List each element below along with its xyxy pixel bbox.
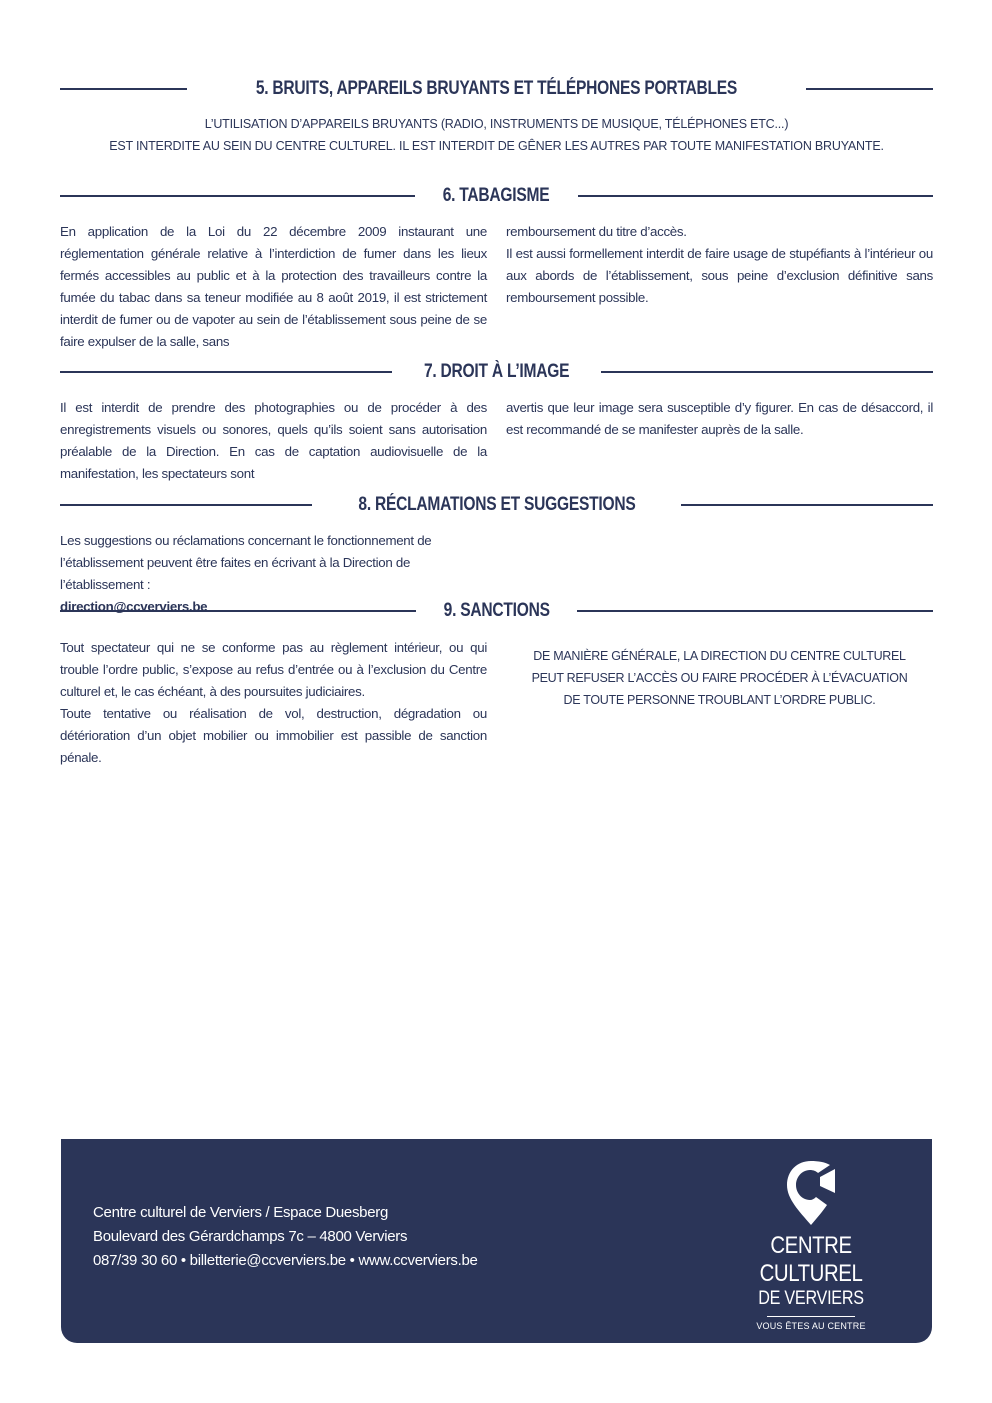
right-column-notice (506, 637, 933, 769)
section-title: 6. TABAGISME (443, 185, 550, 206)
body-line: EST INTERDITE AU SEIN DU CENTRE CULTUREL. IL EST INTERDIT DE GÊNER LES AUTRES PAR TOUTE MANIFESTATION BRUYANTE. (109, 139, 884, 153)
section-title: 9. SANCTIONS (443, 600, 550, 621)
section-columns (60, 397, 933, 485)
heading-rule-left (60, 88, 187, 90)
footer-contact-line[interactable]: 087/39 30 60 • billetterie@ccverviers.be • www.ccverviers.be (93, 1252, 478, 1269)
heading-rule-right (806, 88, 933, 90)
logo-name-line1: CENTRE CULTUREL (759, 1232, 863, 1287)
section-title: 5. BRUITS, APPAREILS BRUYANTS ET TÉLÉPHONES PORTABLES (255, 78, 738, 99)
section-title: 7. DROIT À L’IMAGE (423, 361, 570, 382)
heading-rule-right (578, 195, 933, 197)
paragraph: Toute tentative ou réalisation de vol, destruction, dégradation ou détérioration d’un objet mobilier ou immobilier est passible de sanction pénale. (60, 706, 487, 765)
section-columns (60, 637, 933, 769)
footer-line: Boulevard des Gérardchamps 7c – 4800 Verviers (93, 1228, 408, 1245)
section-columns (60, 221, 933, 353)
heading-rule-right (577, 610, 933, 612)
footer-banner (61, 1139, 932, 1343)
notice-line: PEUT REFUSER L’ACCÈS OU FAIRE PROCÉDER À L’ÉVACUATION (531, 671, 908, 685)
notice-line: DE TOUTE PERSONNE TROUBLANT L’ORDRE PUBLIC. (563, 693, 876, 707)
right-column (506, 221, 933, 353)
heading-rule-left (60, 195, 415, 197)
heading-rule-left (60, 371, 392, 373)
right-column (506, 397, 933, 485)
footer-address (93, 1201, 478, 1273)
logo (731, 1159, 891, 1331)
section-body (60, 113, 933, 157)
paragraph: Il est interdit de prendre des photographies ou de procéder à des enregistrements visuels ou sonores, quels qu’ils soient sans autorisation préalable de la Direction. En cas de captation audiovisuelle de la manifestation, les spectateurs sont (60, 400, 487, 481)
logo-divider (767, 1316, 855, 1317)
section-sanctions (60, 596, 933, 769)
logo-tagline: VOUS ÊTES AU CENTRE (756, 1321, 866, 1331)
heading-rule-left (60, 504, 312, 506)
section-smoking (60, 181, 933, 353)
paragraph: Il est aussi formellement interdit de faire usage de stupéfiants à l’intérieur ou aux abords de l’établissement, sous peine d’exclusion définitive sans remboursement possible. (506, 246, 933, 305)
heading-rule-right (601, 371, 933, 373)
section-heading (60, 490, 933, 520)
left-column (60, 221, 487, 353)
paragraph: En application de la Loi du 22 décembre 2009 instaurant une réglementation générale relative à l’interdiction de fumer dans les lieux fermés accessibles au public et à la protection des travailleurs contre la fumée du tabac dans sa teneur modifiée au 8 août 2019, il est strictement interdit de fumer ou de vapoter au sein de l’établissement sous peine de se faire expulser de la salle, sans (60, 224, 487, 349)
paragraph: Tout spectateur qui ne se conforme pas au règlement intérieur, ou qui trouble l’ordre public, s’expose au refus d’entrée ou à l’exclusion du Centre culturel et, le cas échéant, à des poursuites judiciaires. (60, 640, 487, 699)
email-link[interactable]: direction@ccverviers.be (60, 599, 208, 614)
left-column (60, 397, 487, 485)
paragraph: Les suggestions ou réclamations concernant le fonctionnement de l’établissement peuvent être faites en écrivant à la Direction de l’établissement : (60, 533, 432, 592)
paragraph: avertis que leur image sera susceptible d’y figurer. En cas de désaccord, il est recommandé de se manifester auprès de la salle. (506, 400, 933, 437)
heading-rule-left (60, 610, 416, 612)
section-noise (60, 74, 933, 157)
logo-name-line2: DE VERVIERS (758, 1288, 864, 1309)
section-heading (60, 596, 933, 626)
notice-line: DE MANIÈRE GÉNÉRALE, LA DIRECTION DU CENTRE CULTUREL (533, 649, 906, 663)
left-column (60, 637, 487, 769)
section-heading (60, 357, 933, 387)
body-line: L’UTILISATION D’APPAREILS BRUYANTS (RADIO, INSTRUMENTS DE MUSIQUE, TÉLÉPHONES ETC...) (204, 117, 789, 131)
heading-rule-right (681, 504, 933, 506)
footer-line: Centre culturel de Verviers / Espace Duesberg (93, 1204, 388, 1221)
c-pin-logo-icon (785, 1159, 837, 1227)
section-heading (60, 181, 933, 211)
section-title: 8. RÉCLAMATIONS ET SUGGESTIONS (357, 494, 636, 515)
section-image-rights (60, 357, 933, 485)
paragraph: remboursement du titre d’accès. (506, 224, 687, 239)
section-heading (60, 74, 933, 104)
